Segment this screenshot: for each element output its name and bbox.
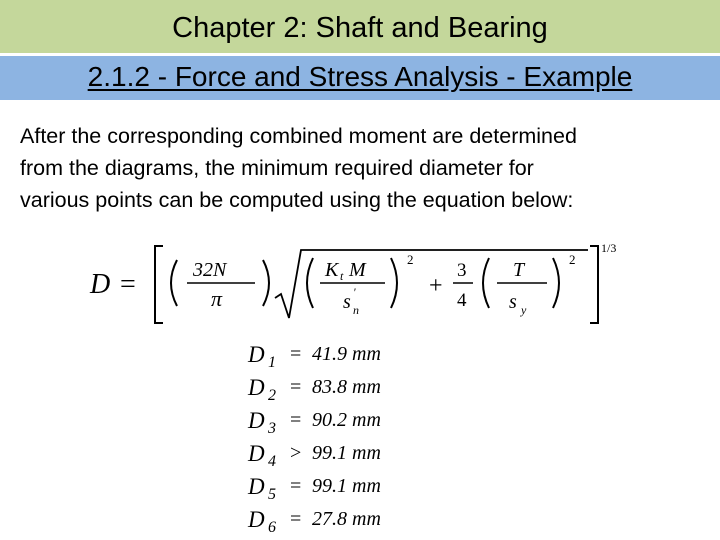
diameter-equation (85, 238, 645, 328)
body-line: After the corresponding combined moment are determined (20, 124, 577, 148)
right-bracket (590, 246, 598, 323)
term1-k: K (325, 259, 339, 281)
coef-left-paren (171, 260, 177, 306)
result-operator: = (290, 376, 302, 398)
result-row (248, 373, 448, 406)
result-row (248, 406, 448, 439)
term2-left-paren (483, 258, 489, 308)
result-symbol: D (248, 441, 265, 466)
result-value: 99.1 mm (312, 475, 381, 497)
result-operator: = (290, 508, 302, 530)
term2-right-paren (553, 258, 559, 308)
eq-equals: = (120, 269, 136, 300)
title-banner (0, 0, 720, 55)
result-index: 2 (268, 387, 276, 404)
term1-k-subscript: t (340, 269, 344, 283)
diameter-results (248, 340, 448, 538)
term1-m: M (349, 259, 366, 281)
term1-denominator: s (343, 291, 351, 313)
term1-square: 2 (407, 252, 414, 267)
term1-denominator-subscript: n (353, 303, 359, 317)
result-operator: = (290, 343, 302, 365)
result-symbol: D (248, 507, 265, 532)
result-row (248, 505, 448, 538)
result-index: 6 (268, 519, 276, 536)
result-index: 1 (268, 354, 276, 371)
result-value: 83.8 mm (312, 376, 381, 398)
coef-denominator: π (211, 286, 223, 311)
result-row (248, 340, 448, 373)
eq-exponent: 1/3 (601, 241, 617, 255)
eq-lhs: D (90, 269, 111, 300)
slide-subtitle: 2.1.2 - Force and Stress Analysis - Example (87, 61, 633, 92)
body-paragraph (20, 120, 710, 216)
body-line: from the diagrams, the minimum required diameter for (20, 156, 534, 180)
result-symbol: D (248, 408, 265, 433)
coef-right-paren (263, 260, 269, 306)
result-value: 90.2 mm (312, 409, 381, 431)
result-value: 27.8 mm (312, 508, 381, 530)
term2-square: 2 (569, 252, 576, 267)
frac-denominator: 4 (457, 290, 467, 311)
result-symbol: D (248, 474, 265, 499)
result-operator: > (290, 442, 302, 464)
result-row (248, 472, 448, 505)
result-symbol: D (248, 375, 265, 400)
frac-numerator: 3 (457, 260, 467, 281)
eq-plus: + (429, 273, 443, 299)
result-operator: = (290, 409, 302, 431)
term1-left-paren (307, 258, 313, 308)
subtitle-banner (0, 56, 720, 100)
result-symbol: D (248, 342, 265, 367)
term2-denominator: s (509, 291, 517, 313)
coef-numerator: 32N (193, 259, 227, 281)
result-value: 99.1 mm (312, 442, 381, 464)
term2-denominator-subscript: y (521, 303, 527, 317)
result-value: 41.9 mm (312, 343, 381, 365)
body-line: various points can be computed using the equation below: (20, 188, 574, 212)
term1-right-paren (391, 258, 397, 308)
result-operator: = (290, 475, 302, 497)
result-index: 4 (268, 453, 276, 470)
result-row (248, 439, 448, 472)
left-bracket (155, 246, 163, 323)
result-index: 5 (268, 486, 276, 503)
result-index: 3 (268, 420, 276, 437)
term1-denominator-prime: ' (353, 285, 356, 299)
slide-title: Chapter 2: Shaft and Bearing (172, 12, 548, 44)
term2-numerator: T (513, 259, 525, 281)
